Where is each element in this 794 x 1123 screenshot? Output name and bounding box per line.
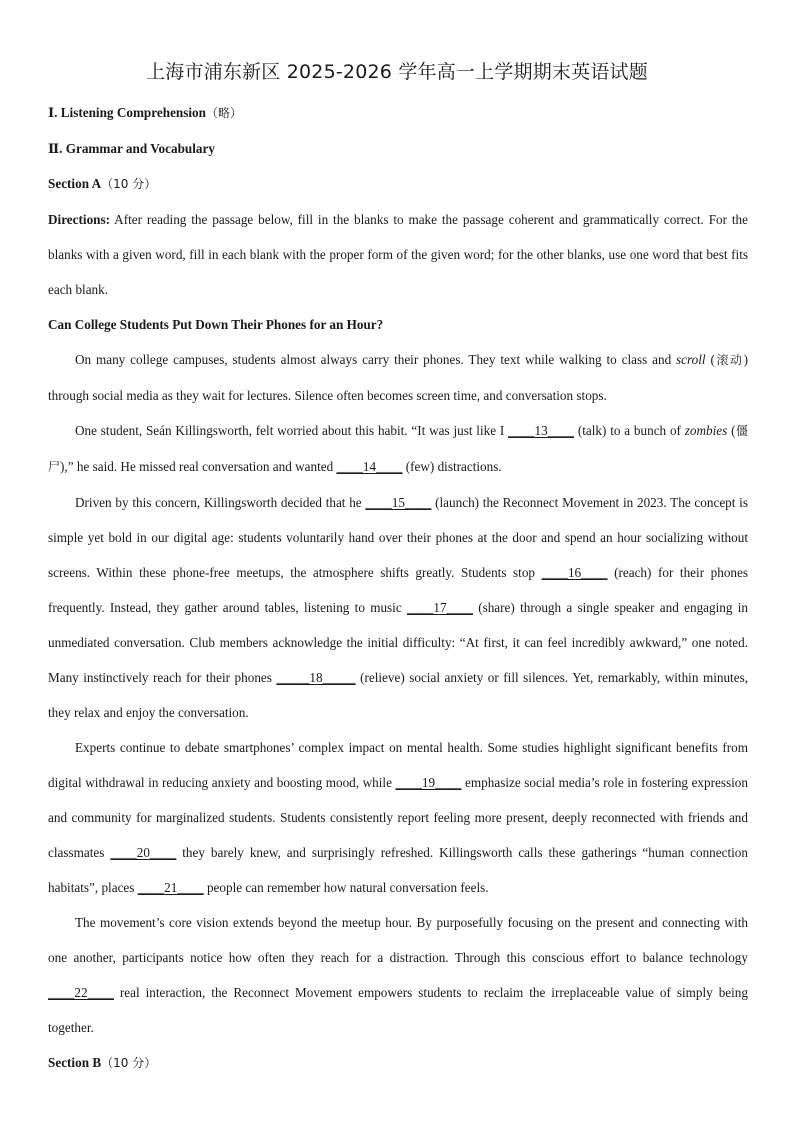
passage <box>48 342 748 1045</box>
answer-blank[interactable]: _____18_____ <box>276 670 356 685</box>
answer-blank[interactable]: ____21____ <box>137 880 204 895</box>
answer-blank[interactable]: ____17____ <box>406 600 473 615</box>
italic-word: scroll <box>676 352 706 367</box>
passage-text: 滚动 <box>714 353 744 367</box>
answer-blank[interactable]: ____20____ <box>110 845 177 860</box>
answer-blank[interactable]: ____16____ <box>541 565 608 580</box>
passage-text: The movement’s core vision extends beyond the meetup hour. By purposefully focusing on the present and connecting with one another, participants notice how often they reach for a distraction. Through this conscious effort to balance technology <box>48 915 748 965</box>
passage-paragraph <box>48 413 748 485</box>
passage-text: 僵尸 <box>48 424 748 474</box>
passage-text: (launch) the Reconnect Movement in 2023. The concept is simple yet bold in our digital age: students voluntarily hand over their phones at the door and spend an hour socializing without screens. Within these phone-free meetups, the atmosphere shifts greatly. Students stop <box>48 495 748 580</box>
part1-numeral: Ⅰ. <box>48 105 58 120</box>
directions <box>48 202 748 307</box>
exam-content <box>48 95 748 1081</box>
section-a-points: （10 分） <box>101 177 157 191</box>
passage-text: ),” he said. He missed real conversation and wanted <box>60 459 337 474</box>
answer-blank[interactable]: ____15____ <box>365 495 432 510</box>
part1-label: Listening Comprehension <box>57 105 206 120</box>
passage-text: ( <box>727 423 736 438</box>
section-b-label: Section B <box>48 1055 102 1070</box>
passage-paragraph <box>48 485 748 730</box>
passage-text: (talk) to a bunch of <box>574 423 685 438</box>
answer-blank[interactable]: ____13____ <box>508 423 575 438</box>
section-a-heading <box>48 166 748 202</box>
part2-numeral: Ⅱ. <box>48 141 63 156</box>
passage-text: ) through social media as they wait for lectures. Silence often becomes screen time, and conversation stops. <box>48 352 748 403</box>
passage-paragraph <box>48 905 748 1045</box>
passage-title: Can College Students Put Down Their Phones for an Hour? <box>48 317 384 332</box>
directions-label: Directions: <box>48 212 111 227</box>
passage-text: ( <box>705 352 715 367</box>
passage-text: (reach) for their phones frequently. Instead, they gather around tables, listening to music <box>48 565 749 615</box>
passage-text: emphasize social media’s role in fostering expression and community for marginalized students. Students consistently report feeling more present, deeply reconnected with friends and classmates <box>48 775 748 860</box>
answer-blank[interactable]: ____22____ <box>48 985 114 1000</box>
section-a-label: Section A <box>48 176 102 191</box>
passage-text: people can remember how natural conversation feels. <box>203 880 489 895</box>
part1-heading <box>48 95 748 131</box>
answer-blank[interactable]: ____19____ <box>395 775 462 790</box>
passage-paragraph <box>48 730 748 905</box>
answer-blank[interactable]: ____14____ <box>336 459 403 474</box>
page-title: 上海市浦东新区 2025-2026 学年高一上学期期末英语试题 <box>146 61 648 83</box>
directions-text: After reading the passage below, fill in the blanks to make the passage coherent and grammatically correct. For the blanks with a given word, fill in each blank with the proper form of the given word; for the other blanks, use one word that best fits each blank. <box>48 212 748 297</box>
passage-text: Experts continue to debate smartphones’ complex impact on mental health. Some studies highlight significant benefits from digital withdrawal in reducing anxiety and boosting mood, while <box>48 740 748 790</box>
part2-heading <box>48 131 748 166</box>
section-b-points: （10 分） <box>101 1056 157 1070</box>
passage-text: real interaction, the Reconnect Movement empowers students to reclaim the irreplaceable value of simply being together. <box>48 985 748 1035</box>
passage-paragraph <box>48 342 748 413</box>
section-b-heading <box>48 1045 748 1081</box>
italic-word: zombies <box>684 423 728 438</box>
passage-text: One student, Seán Killingsworth, felt worried about this habit. “It was just like I <box>75 423 509 438</box>
passage-text: Driven by this concern, Killingsworth decided that he <box>75 495 366 510</box>
passage-text: (share) through a single speaker and engaging in unmediated conversation. Club members acknowledge the initial difficulty: “At first, it can feel incredibly awkward,” one noted. Many instinctively reach for their phones <box>48 600 748 685</box>
part1-note: （略） <box>205 106 242 120</box>
part2-label: Grammar and Vocabulary <box>62 141 215 156</box>
passage-text: they barely knew, and surprisingly refreshed. Killingsworth calls these gatherings “human connection habitats”, places <box>48 845 748 895</box>
passage-text: (relieve) social anxiety or fill silences. Yet, remarkably, within minutes, they relax and enjoy the conversation. <box>48 670 748 720</box>
passage-text: On many college campuses, students almost always carry their phones. They text while walking to class and <box>75 352 677 367</box>
passage-text: (few) distractions. <box>402 459 502 474</box>
